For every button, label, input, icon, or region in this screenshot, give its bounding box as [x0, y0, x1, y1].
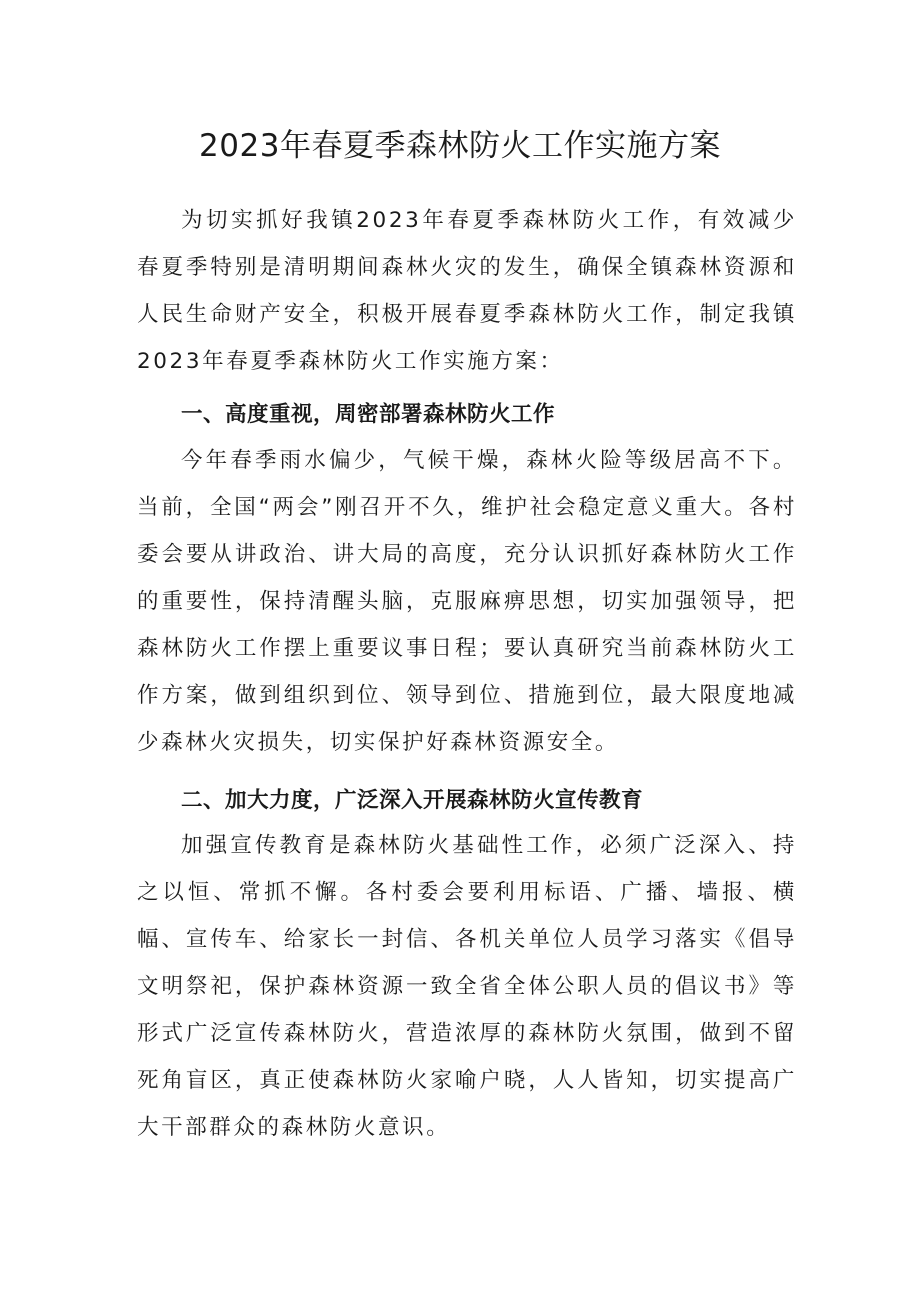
section-heading-1: 一、高度重视，周密部署森林防火工作 — [181, 402, 556, 427]
intro-paragraph: 为切实抓好我镇2023年春夏季森林防火工作，有效减少春夏季特别是清明期间森林火灾的发生，确保全镇森林资源和人民生命财产安全，积极开展春夏季森林防火工作，制定我镇2023年春夏季森林防火工作实施方案： — [137, 208, 797, 374]
section-paragraph-1: 今年春季雨水偏少，气候干燥，森林火险等级居高不下。当前，全国“两会”刚召开不久，维护社会稳定意义重大。各村委会要从讲政治、讲大局的高度，充分认识抓好森林防火工作的重要性，保持清醒头脑，克服麻痹思想，切实加强领导，把森林防火工作摆上重要议事日程；要认真研究当前森林防火工作方案，做到组织到位、领导到位、措施到位，最大限度地减少森林火灾损失，切实保护好森林资源安全。 — [137, 448, 797, 755]
document-title: 2023年春夏季森林防火工作实施方案 — [199, 128, 721, 164]
section-paragraph-2: 加强宣传教育是森林防火基础性工作，必须广泛深入、持之以恒、常抓不懈。各村委会要利用标语、广播、墙报、横幅、宣传车、给家长一封信、各机关单位人员学习落实《倡导文明祭祀，保护森林资源一致全省全体公职人员的倡议书》等形式广泛宣传森林防火，营造浓厚的森林防火氛围，做到不留死角盲区，真正使森林防火家喻户晓，人人皆知，切实提高广大干部群众的森林防火意识。 — [137, 833, 797, 1140]
section-heading-2: 二、加大力度，广泛深入开展森林防火宣传教育 — [181, 788, 644, 813]
